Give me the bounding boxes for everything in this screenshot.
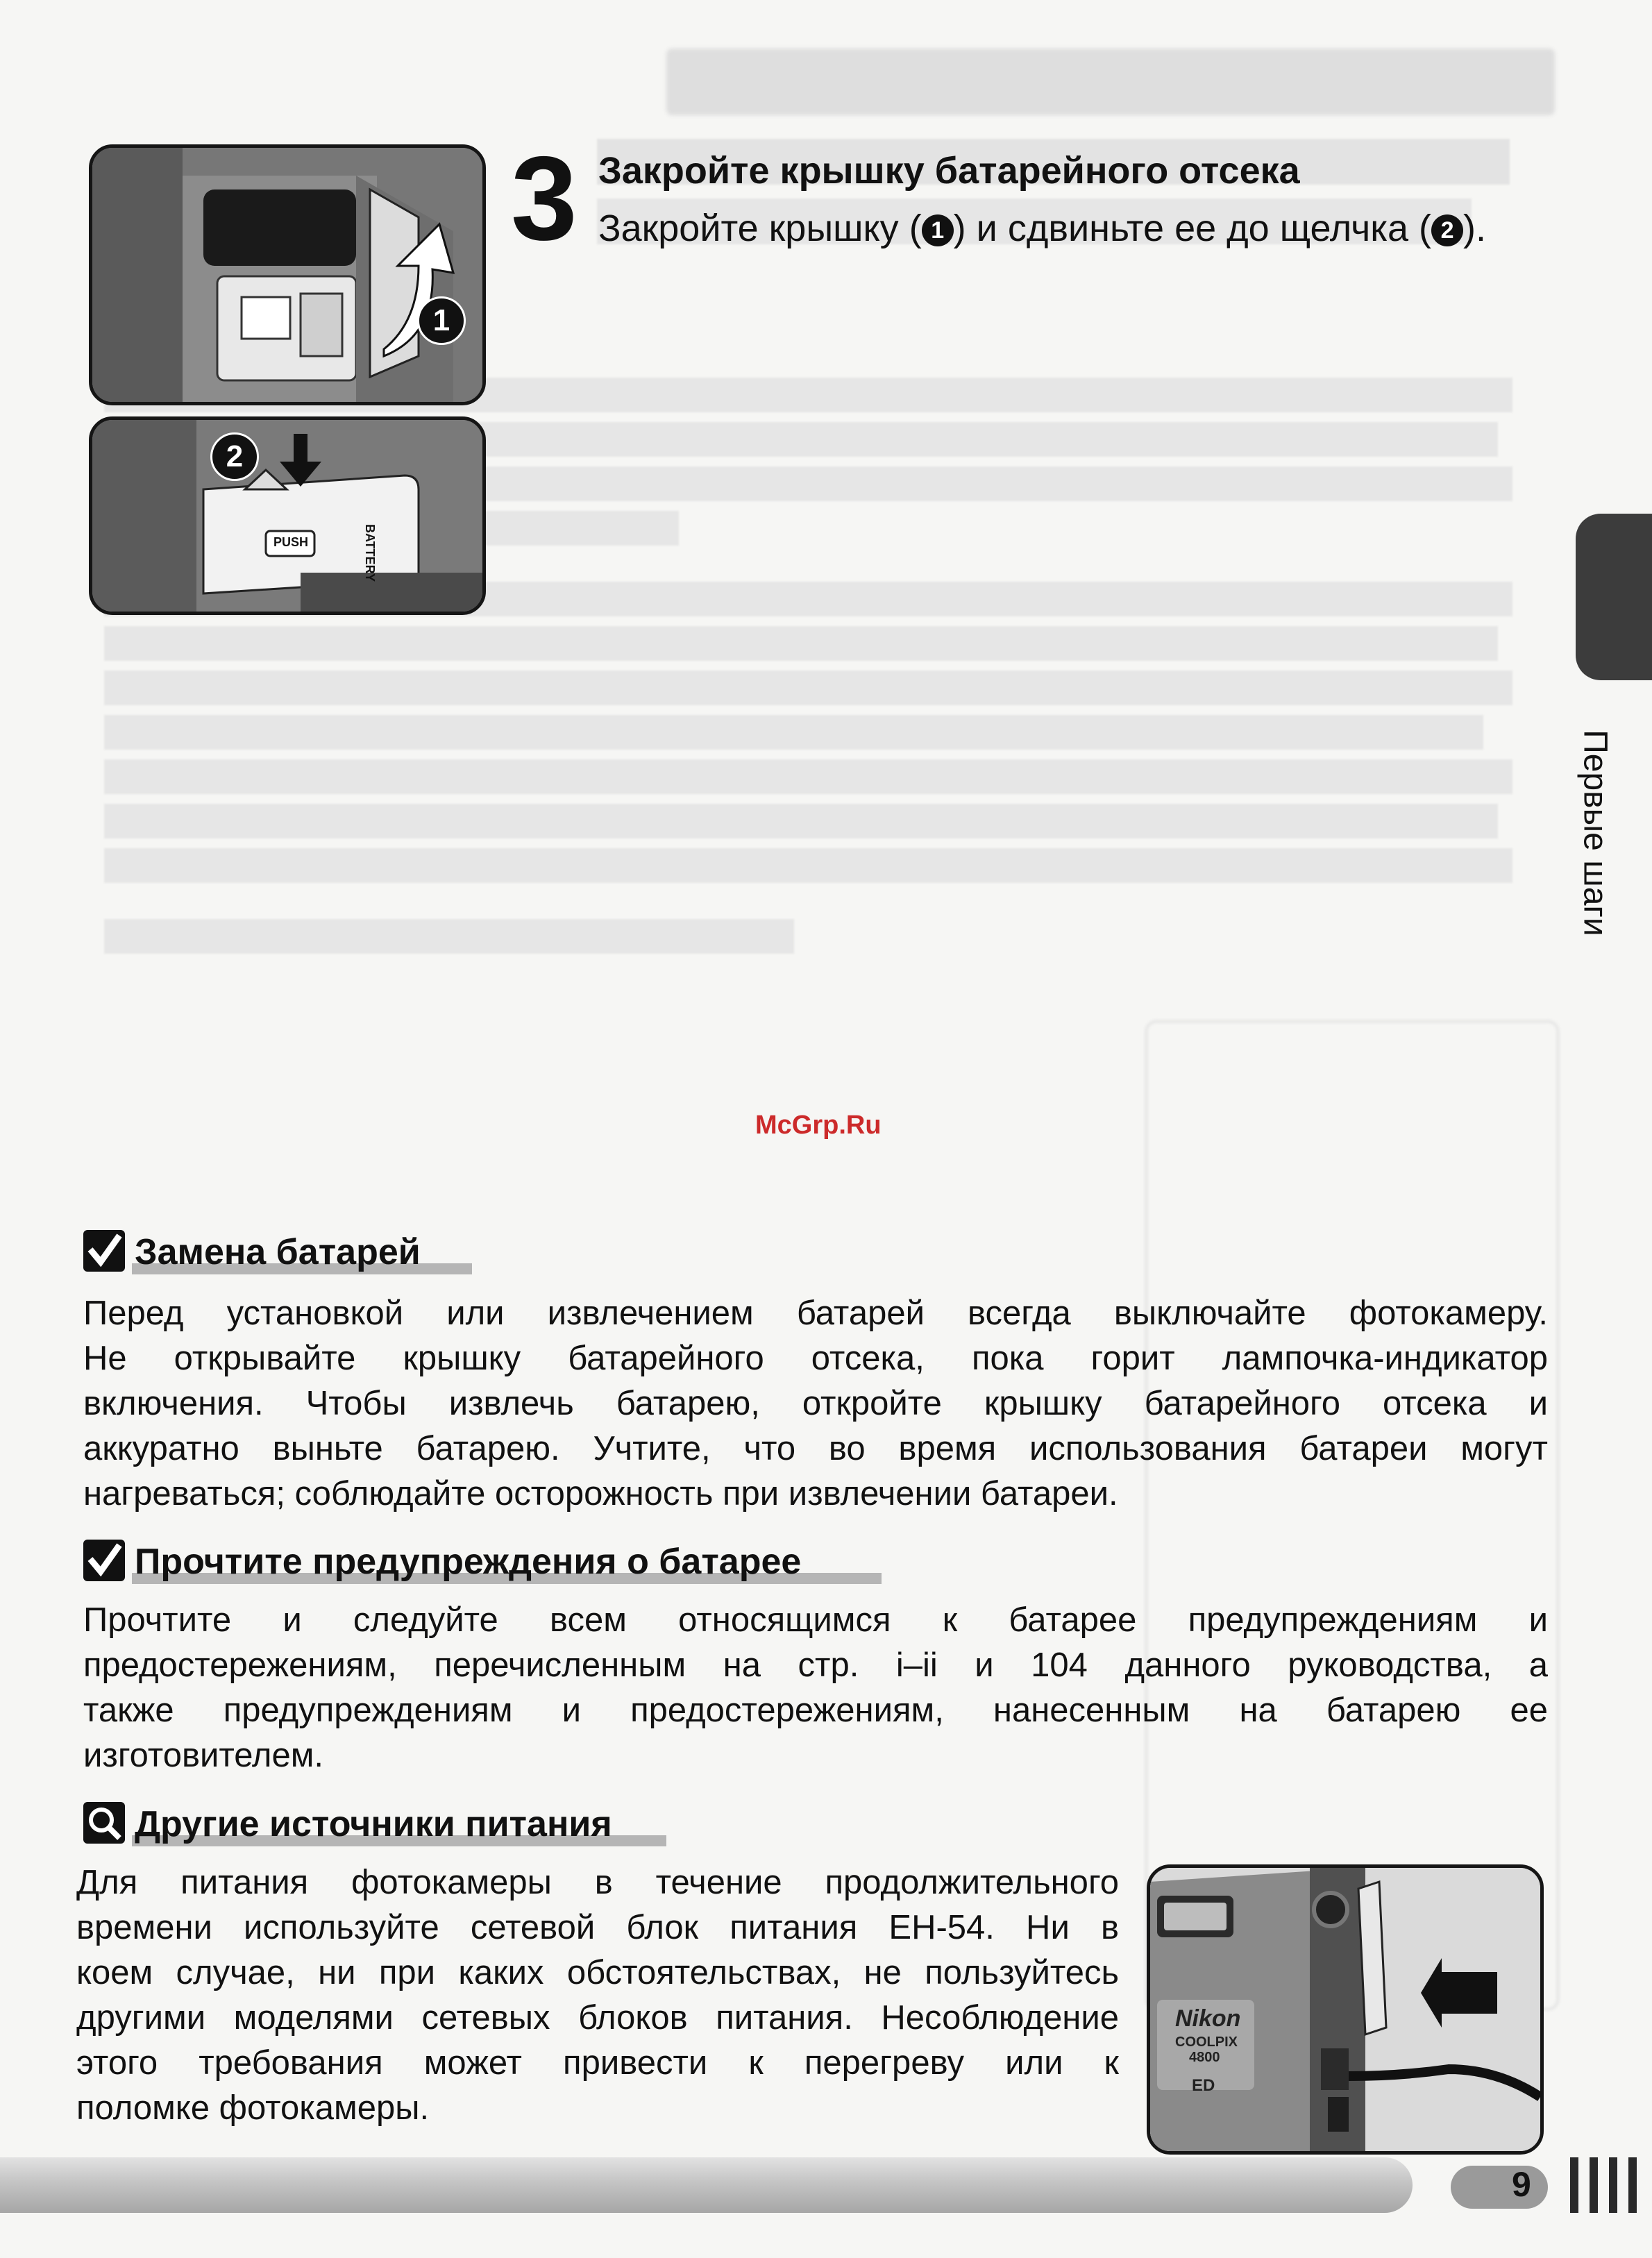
- ac-adapter-figure: [1147, 1864, 1544, 2155]
- battery-warnings-title: Прочтите предупреждения о батарее: [135, 1542, 802, 1582]
- step-title: Закройте крышку батарейного отсека: [598, 150, 1300, 192]
- other-power-title: Другие источники питания: [135, 1804, 612, 1844]
- step-marker-2: 2: [1431, 214, 1463, 246]
- step-text-before: Закройте крышку (: [598, 208, 922, 249]
- battery-lid-illustration: [92, 420, 482, 612]
- page-number: 9: [1512, 2165, 1531, 2204]
- camera-badge: ED: [1192, 2076, 1215, 2095]
- battery-replacement-text: [83, 1291, 1548, 1517]
- text-line: Не открывайте крышку батарейного отсека, пока горит лампочка-индикатор: [83, 1340, 1548, 1377]
- step-text-middle: ) и сдвиньте ее до щелчка (: [953, 208, 1432, 249]
- camera-brand: Nikon: [1175, 2005, 1241, 2032]
- text-line: поломке фотокамеры.: [76, 2089, 430, 2127]
- text-line: времени используйте сетевой блок питания EH-54. Ни в: [76, 1909, 1119, 1946]
- text-line: другими моделями сетевых блоков питания. Несоблюдение: [76, 1999, 1119, 2037]
- watermark: McGrp.Ru: [755, 1111, 882, 1140]
- battery-warnings-text: [83, 1598, 1548, 1778]
- text-line: также предупреждениям и предостережениям, нанесенным на батарею ее: [83, 1692, 1548, 1729]
- text-line: нагреваться; соблюдайте осторожность при извлечении батареи.: [83, 1475, 1118, 1513]
- section-tab-text: Первые шаги: [1576, 730, 1614, 936]
- battery-replacement-title: Замена батарей: [135, 1232, 421, 1272]
- callout-1-marker: 1: [417, 296, 466, 345]
- camera-model-line1: COOLPIX: [1175, 2034, 1238, 2050]
- text-line: коем случае, ни при каких обстоятельствах, не пользуйтесь: [76, 1954, 1119, 1991]
- footer-tick: [1628, 2157, 1637, 2213]
- battery-replacement-heading: [83, 1230, 472, 1273]
- checkmark-icon: [83, 1230, 125, 1272]
- text-line: Перед установкой или извлечением батарей всегда выключайте фотокамеру.: [83, 1295, 1548, 1332]
- section-tab-label: [1553, 708, 1637, 958]
- step-marker-1: 1: [922, 214, 954, 246]
- battery-label: BATTERY: [363, 524, 377, 582]
- text-line: изготовителем.: [83, 1737, 324, 1774]
- step-number: 3: [511, 132, 575, 265]
- battery-warnings-heading: [83, 1540, 902, 1583]
- ghost-heading: [666, 49, 1555, 115]
- footer-bar: [0, 2157, 1413, 2213]
- text-line: включения. Чтобы извлечь батарею, откройте крышку батарейного отсека и: [83, 1385, 1548, 1422]
- checkmark-icon: [83, 1540, 125, 1581]
- footer-tick: [1609, 2157, 1617, 2213]
- other-power-heading: [83, 1802, 694, 1845]
- callout-2-marker: 2: [210, 432, 259, 481]
- battery-compartment-figure: [89, 144, 486, 405]
- push-label: PUSH: [273, 535, 308, 549]
- other-power-text: [76, 1860, 1119, 2131]
- text-line: Прочтите и следуйте всем относящимся к батарее предупреждениям и: [83, 1601, 1548, 1639]
- footer-tick: [1590, 2157, 1598, 2213]
- footer-tick: [1570, 2157, 1578, 2213]
- step-instruction: [598, 204, 1563, 253]
- battery-lid-closed-figure: [89, 416, 486, 615]
- note-magnifier-icon: [83, 1802, 125, 1844]
- text-line: аккуратно выньте батарею. Учтите, что во время использования батареи могут: [83, 1430, 1548, 1467]
- page-number-pill: [1451, 2166, 1548, 2209]
- text-line: Для питания фотокамеры в течение продолжительного: [76, 1864, 1119, 1901]
- text-line: предостережениям, перечисленным на стр. i–ii и 104 данного руководства, а: [83, 1646, 1548, 1684]
- camera-model-line2: 4800: [1189, 2050, 1220, 2065]
- text-line: этого требования может привести к перегреву или к: [76, 2044, 1119, 2082]
- section-tab-marker: [1576, 514, 1652, 680]
- battery-compartment-illustration: [92, 148, 482, 402]
- step-text-after: ).: [1463, 208, 1487, 249]
